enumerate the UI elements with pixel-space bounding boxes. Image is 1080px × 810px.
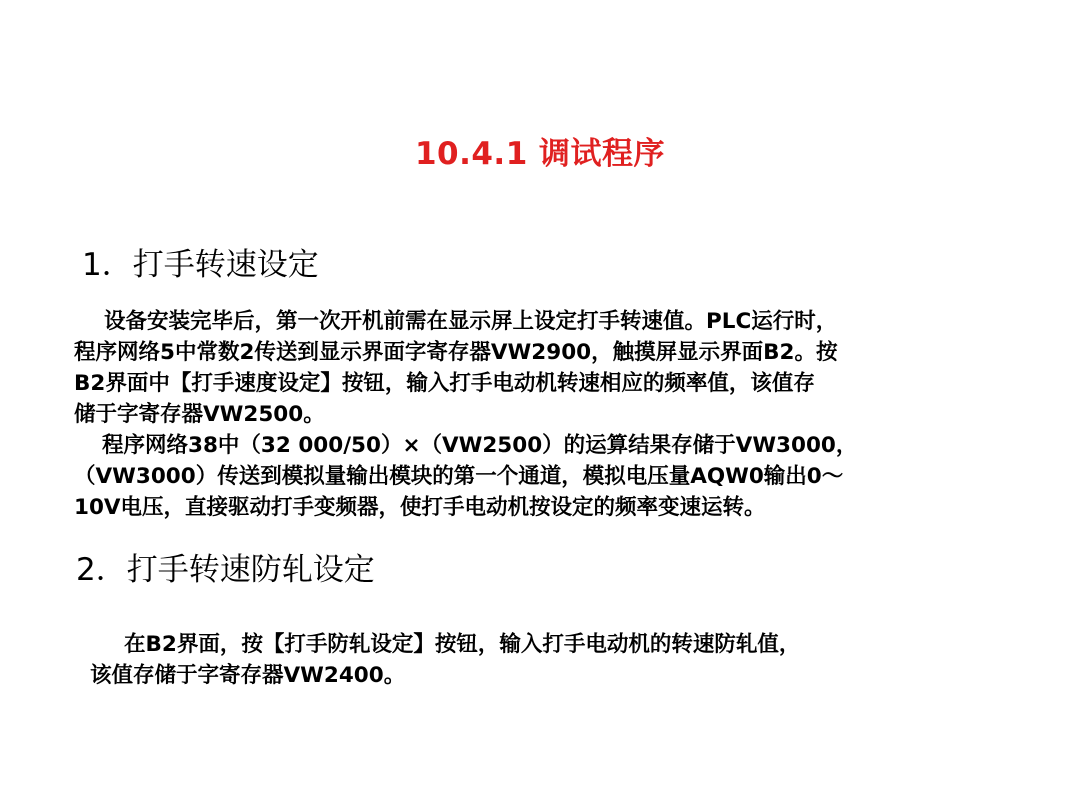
paragraph-line: 程序网络38中（32 000/50）×（VW2500）的运算结果存储于VW3000，: [102, 433, 858, 458]
paragraph-line: 该值存储于字寄存器VW2400。: [90, 663, 406, 688]
paragraph-line: （VW3000）传送到模拟量输出模块的第一个通道，模拟电压量AQW0输出0～: [74, 464, 844, 489]
section2-paragraph-1: [90, 629, 1020, 691]
paragraph-line: 在B2界面，按【打手防轧设定】按钮，输入打手电动机的转速防轧值，: [124, 632, 801, 657]
section-heading-speed-setting: 1．打手转速设定: [82, 247, 319, 283]
paragraph-line: 程序网络5中常数2传送到显示界面字寄存器VW2900，触摸屏显示界面B2。按: [74, 340, 838, 365]
paragraph-line: 设备安装完毕后，第一次开机前需在显示屏上设定打手转速值。PLC运行时，: [104, 309, 838, 334]
section1-paragraph-2: [74, 430, 1034, 523]
slide-title: 10.4.1 调试程序: [414, 136, 666, 172]
section1-paragraph-1: [74, 306, 1034, 430]
paragraph-line: 储于字寄存器VW2500。: [74, 402, 325, 427]
paragraph-line: B2界面中【打手速度设定】按钮，输入打手电动机转速相应的频率值，该值存: [74, 371, 815, 396]
section-heading-anti-jam-setting: 2．打手转速防轧设定: [76, 552, 375, 588]
paragraph-line: 10V电压，直接驱动打手变频器，使打手电动机按设定的频率变速运转。: [74, 495, 766, 520]
